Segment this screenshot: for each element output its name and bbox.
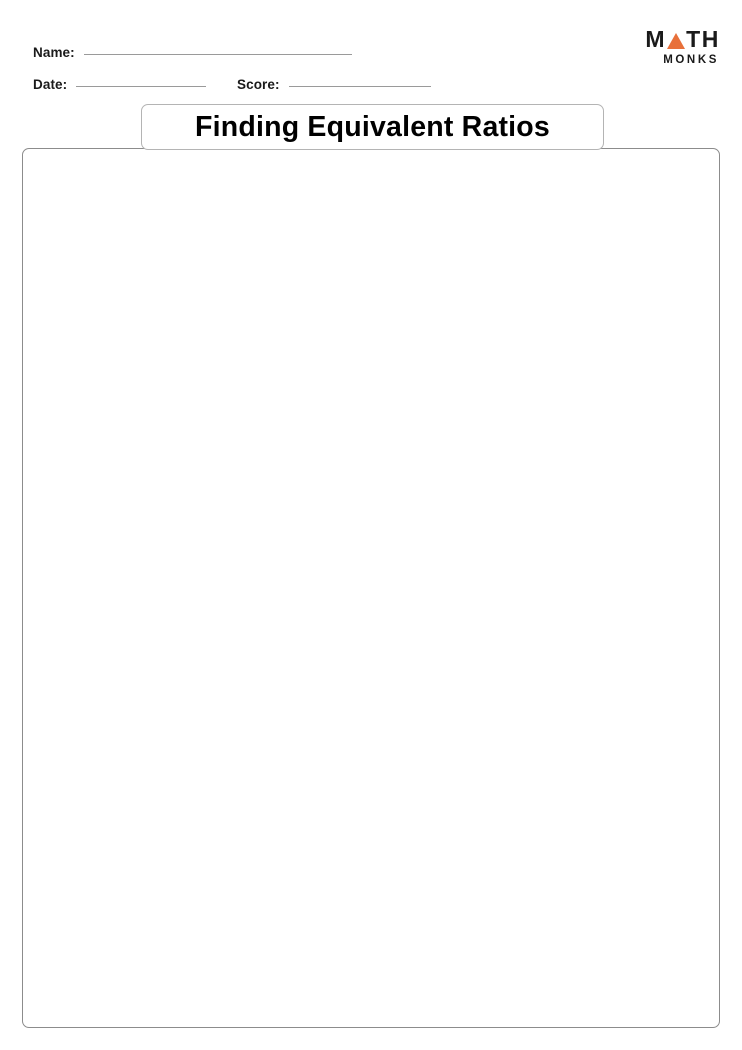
logo-letter-m: M	[645, 26, 667, 52]
logo-letters-th: TH	[686, 26, 720, 52]
worksheet-title-plate	[141, 104, 604, 150]
math-monks-logo	[645, 28, 720, 67]
score-field-row	[237, 77, 431, 92]
date-input-line[interactable]	[76, 86, 206, 87]
date-field-row	[33, 77, 206, 92]
worksheet-content-frame	[22, 148, 720, 1028]
logo-wordmark-monks: MONKS	[663, 54, 719, 66]
name-field-row	[33, 45, 352, 60]
date-label: Date:	[33, 77, 68, 92]
page-title: Finding Equivalent Ratios	[195, 110, 550, 143]
score-input-line[interactable]	[289, 86, 431, 87]
name-label: Name:	[33, 45, 75, 60]
triangle-icon	[667, 33, 685, 49]
name-input-line[interactable]	[84, 54, 352, 55]
score-label: Score:	[237, 77, 280, 92]
logo-wordmark-math	[645, 28, 720, 51]
